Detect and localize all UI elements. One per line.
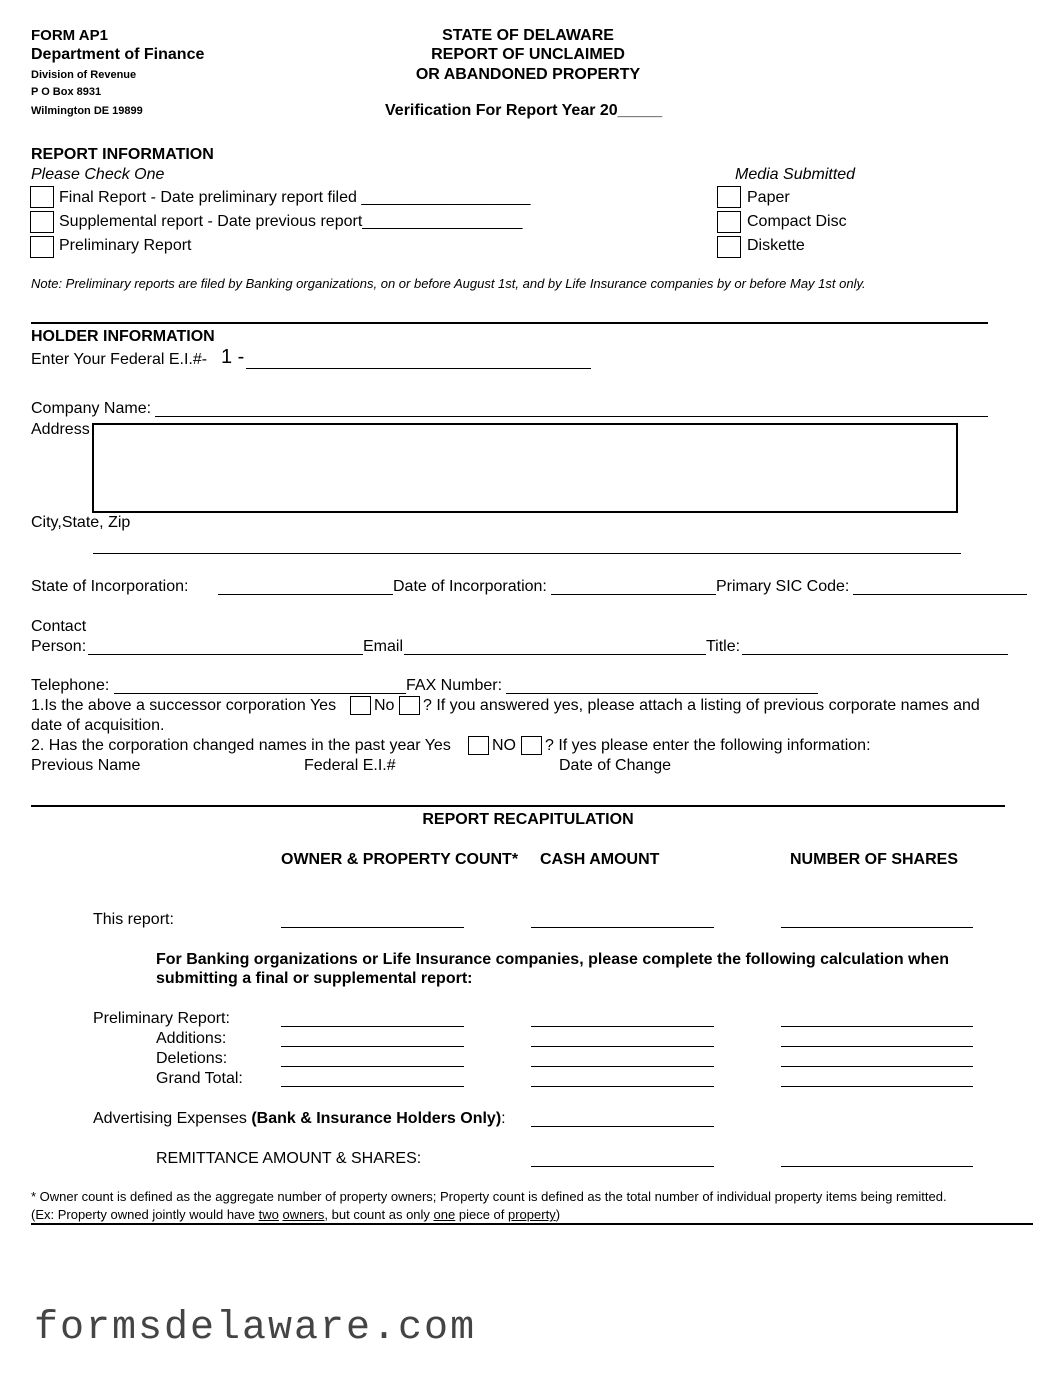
- holder-info-heading: HOLDER INFORMATION: [31, 328, 215, 345]
- successor-no-checkbox[interactable]: [399, 696, 420, 715]
- preliminary-shares-input[interactable]: [781, 1026, 973, 1027]
- date-incorporation-input[interactable]: [551, 594, 716, 595]
- successor-question: 1.Is the above a successor corporation Yes: [31, 697, 337, 714]
- bank-note: For Banking organizations or Life Insurance companies, please complete the following calculation when: [156, 951, 950, 968]
- previous-name-label: Previous Name: [31, 757, 141, 774]
- this-report-label: This report:: [93, 911, 174, 928]
- fax-input[interactable]: [506, 693, 818, 694]
- recap-heading: REPORT RECAPITULATION: [422, 811, 634, 828]
- date-of-change-label: Date of Change: [559, 757, 672, 774]
- title-property: OR ABANDONED PROPERTY: [415, 66, 641, 83]
- title-input[interactable]: [742, 654, 1008, 655]
- additions-shares-input[interactable]: [781, 1046, 973, 1047]
- successor-instructions: ? If you answered yes, please attach a listing of previous corporate names and: [423, 697, 980, 714]
- verification-year[interactable]: Verification For Report Year 20_____: [385, 102, 663, 119]
- this-report-shares-input[interactable]: [781, 927, 973, 928]
- name-change-instructions: ? If yes please enter the following information:: [545, 737, 871, 754]
- this-report-count-input[interactable]: [281, 927, 464, 928]
- title-state: STATE OF DELAWARE: [442, 27, 614, 44]
- ein-prefix: 1 -: [221, 346, 245, 368]
- preliminary-report-label: Preliminary Report:: [93, 1010, 230, 1027]
- state-incorporation-input[interactable]: [218, 594, 393, 595]
- preliminary-count-input[interactable]: [281, 1026, 464, 1027]
- remittance-label: REMITTANCE AMOUNT & SHARES:: [156, 1150, 422, 1167]
- additions-label: Additions:: [156, 1030, 227, 1047]
- name-change-yes-checkbox[interactable]: [468, 736, 489, 755]
- media-paper-label: Paper: [747, 189, 790, 206]
- successor-instructions-cont: date of acquisition.: [31, 717, 165, 734]
- preliminary-cash-input[interactable]: [531, 1026, 714, 1027]
- this-report-cash-input[interactable]: [531, 927, 714, 928]
- email-label: Email: [363, 638, 404, 655]
- footer-divider: [31, 1223, 1033, 1225]
- telephone-input[interactable]: [114, 693, 406, 694]
- col-cash-amount: CASH AMOUNT: [540, 851, 660, 868]
- contact-person-input[interactable]: [88, 654, 363, 655]
- supplemental-report-label: Supplemental report - Date previous report__________________: [59, 213, 523, 230]
- contact-label: Contact: [31, 618, 87, 635]
- grand-total-shares-input[interactable]: [781, 1086, 973, 1087]
- sic-code-input[interactable]: [853, 594, 1027, 595]
- advertising-expenses-input[interactable]: [531, 1126, 714, 1127]
- grand-total-cash-input[interactable]: [531, 1086, 714, 1087]
- date-incorporation-label: Date of Incorporation:: [393, 578, 547, 595]
- city-address: Wilmington DE 19899: [31, 105, 143, 117]
- email-input[interactable]: [404, 654, 706, 655]
- successor-yes-checkbox[interactable]: [350, 696, 371, 715]
- footnote-example: (Ex: Property owned jointly would have two owners, but count as only one piece of property): [31, 1207, 561, 1222]
- remittance-shares-input[interactable]: [781, 1166, 973, 1167]
- ein-label: Enter Your Federal E.I.#-: [31, 351, 208, 368]
- deletions-count-input[interactable]: [281, 1066, 464, 1067]
- media-heading: Media Submitted: [735, 166, 856, 183]
- preliminary-report-checkbox[interactable]: [30, 236, 54, 258]
- preliminary-note: Note: Preliminary reports are filed by Banking organizations, on or before August 1st, and by Life Insurance companies by or before May 1st only.: [31, 276, 866, 291]
- sic-code-label: Primary SIC Code:: [716, 578, 850, 595]
- address-label: Address: [31, 421, 90, 438]
- deletions-shares-input[interactable]: [781, 1066, 973, 1067]
- name-change-question: 2. Has the corporation changed names in the past year Yes: [31, 737, 451, 754]
- additions-cash-input[interactable]: [531, 1046, 714, 1047]
- title-report: REPORT OF UNCLAIMED: [431, 46, 625, 63]
- name-change-no-label: NO: [492, 737, 516, 754]
- bank-note-cont: submitting a final or supplemental report:: [156, 970, 473, 987]
- successor-no-label: No: [374, 697, 395, 714]
- company-name-input[interactable]: [155, 416, 988, 417]
- deletions-cash-input[interactable]: [531, 1066, 714, 1067]
- state-incorporation-label: State of Incorporation:: [31, 578, 189, 595]
- telephone-label: Telephone:: [31, 677, 110, 694]
- media-diskette-label: Diskette: [747, 237, 805, 254]
- po-box: P O Box 8931: [31, 86, 102, 98]
- footnote-definition: * Owner count is defined as the aggregate number of property owners; Property count is defined as the total number of individual property items being remitted.: [31, 1189, 947, 1204]
- media-cd-checkbox[interactable]: [717, 211, 741, 233]
- deletions-label: Deletions:: [156, 1050, 228, 1067]
- supplemental-report-checkbox[interactable]: [30, 211, 54, 233]
- section-divider: [31, 322, 988, 324]
- name-change-no-checkbox[interactable]: [521, 736, 542, 755]
- media-cd-label: Compact Disc: [747, 213, 847, 230]
- advertising-expenses-label: Advertising Expenses (Bank & Insurance Holders Only):: [93, 1110, 506, 1127]
- title-label: Title:: [706, 638, 741, 655]
- division: Division of Revenue: [31, 69, 137, 81]
- fax-label: FAX Number:: [406, 677, 503, 694]
- city-state-zip-input[interactable]: [93, 553, 961, 554]
- final-report-checkbox[interactable]: [30, 186, 54, 208]
- additions-count-input[interactable]: [281, 1046, 464, 1047]
- media-diskette-checkbox[interactable]: [717, 236, 741, 258]
- person-label: Person:: [31, 638, 87, 655]
- watermark: formsdelaware.com: [34, 1306, 477, 1351]
- grand-total-label: Grand Total:: [156, 1070, 243, 1087]
- please-check-one: Please Check One: [31, 166, 165, 183]
- report-info-heading: REPORT INFORMATION: [31, 146, 214, 163]
- preliminary-report-label: Preliminary Report: [59, 237, 192, 254]
- department: Department of Finance: [31, 46, 205, 63]
- col-number-shares: NUMBER OF SHARES: [790, 851, 959, 868]
- federal-ein-label: Federal E.I.#: [304, 757, 396, 774]
- media-paper-checkbox[interactable]: [717, 186, 741, 208]
- final-report-label: Final Report - Date preliminary report filed ___________________: [59, 189, 531, 206]
- city-state-zip-label: City,State, Zip: [31, 514, 131, 531]
- remittance-cash-input[interactable]: [531, 1166, 714, 1167]
- section-divider: [31, 805, 1005, 807]
- col-owner-count: OWNER & PROPERTY COUNT*: [281, 851, 519, 868]
- grand-total-count-input[interactable]: [281, 1086, 464, 1087]
- address-textarea[interactable]: [92, 423, 958, 513]
- ein-input[interactable]: [246, 368, 591, 369]
- form-id: FORM AP1: [31, 27, 108, 44]
- company-name-label: Company Name:: [31, 400, 152, 417]
